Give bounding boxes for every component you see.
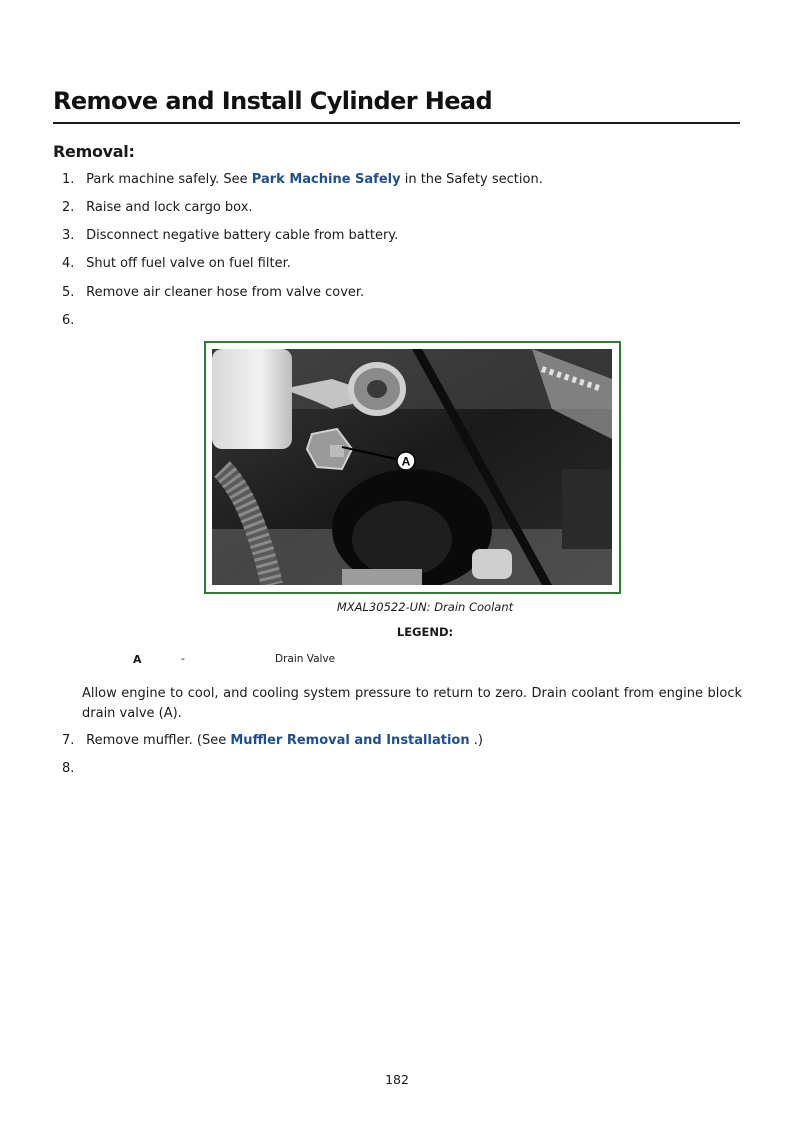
step-number: 5.	[62, 285, 75, 300]
step-text: Shut off fuel valve on fuel filter.	[86, 256, 291, 271]
step-number: 6.	[62, 313, 75, 328]
legend-heading: LEGEND:	[396, 625, 454, 639]
callout-a-label: A	[401, 454, 411, 469]
step-text: Remove muffler. (See Muffler Removal and Installation .)	[86, 733, 483, 748]
step-5	[62, 283, 742, 303]
step-number: 4.	[62, 256, 75, 271]
step-number: 8.	[62, 761, 75, 776]
park-machine-safely-link[interactable]: Park Machine Safely	[251, 172, 401, 187]
step-number: 7.	[62, 733, 75, 748]
step-6-paragraph: Allow engine to cool, and cooling system pressure to return to zero. Drain coolant from engine block drain valve (A).	[82, 686, 742, 721]
legend-key: A	[133, 653, 142, 666]
step-number: 3.	[62, 228, 75, 243]
figure-caption: MXAL30522-UN: Drain Coolant	[336, 600, 514, 614]
drain-coolant-figure	[204, 341, 621, 594]
step-number: 1.	[62, 172, 75, 187]
step-text: Park machine safely. See Park Machine Safely in the Safety section.	[86, 172, 543, 187]
step-7	[62, 731, 742, 751]
step-4	[62, 254, 742, 274]
step-6	[62, 311, 742, 331]
step-text: Raise and lock cargo box.	[86, 200, 253, 215]
step-8	[62, 759, 742, 779]
step-number: 2.	[62, 200, 75, 215]
step-2	[62, 198, 742, 218]
legend-dash: -	[181, 652, 185, 665]
step-text: Disconnect negative battery cable from battery.	[86, 228, 399, 243]
section-heading-removal: Removal:	[53, 142, 135, 161]
page-title: Remove and Install Cylinder Head	[53, 86, 740, 124]
legend-description: Drain Valve	[275, 653, 336, 665]
engine-photo	[212, 349, 612, 585]
step-text: Remove air cleaner hose from valve cover.	[86, 285, 365, 300]
step-3	[62, 226, 742, 246]
step-1	[62, 170, 742, 190]
page-number: 182	[385, 1072, 409, 1087]
muffler-removal-link[interactable]: Muffler Removal and Installation	[230, 733, 470, 748]
